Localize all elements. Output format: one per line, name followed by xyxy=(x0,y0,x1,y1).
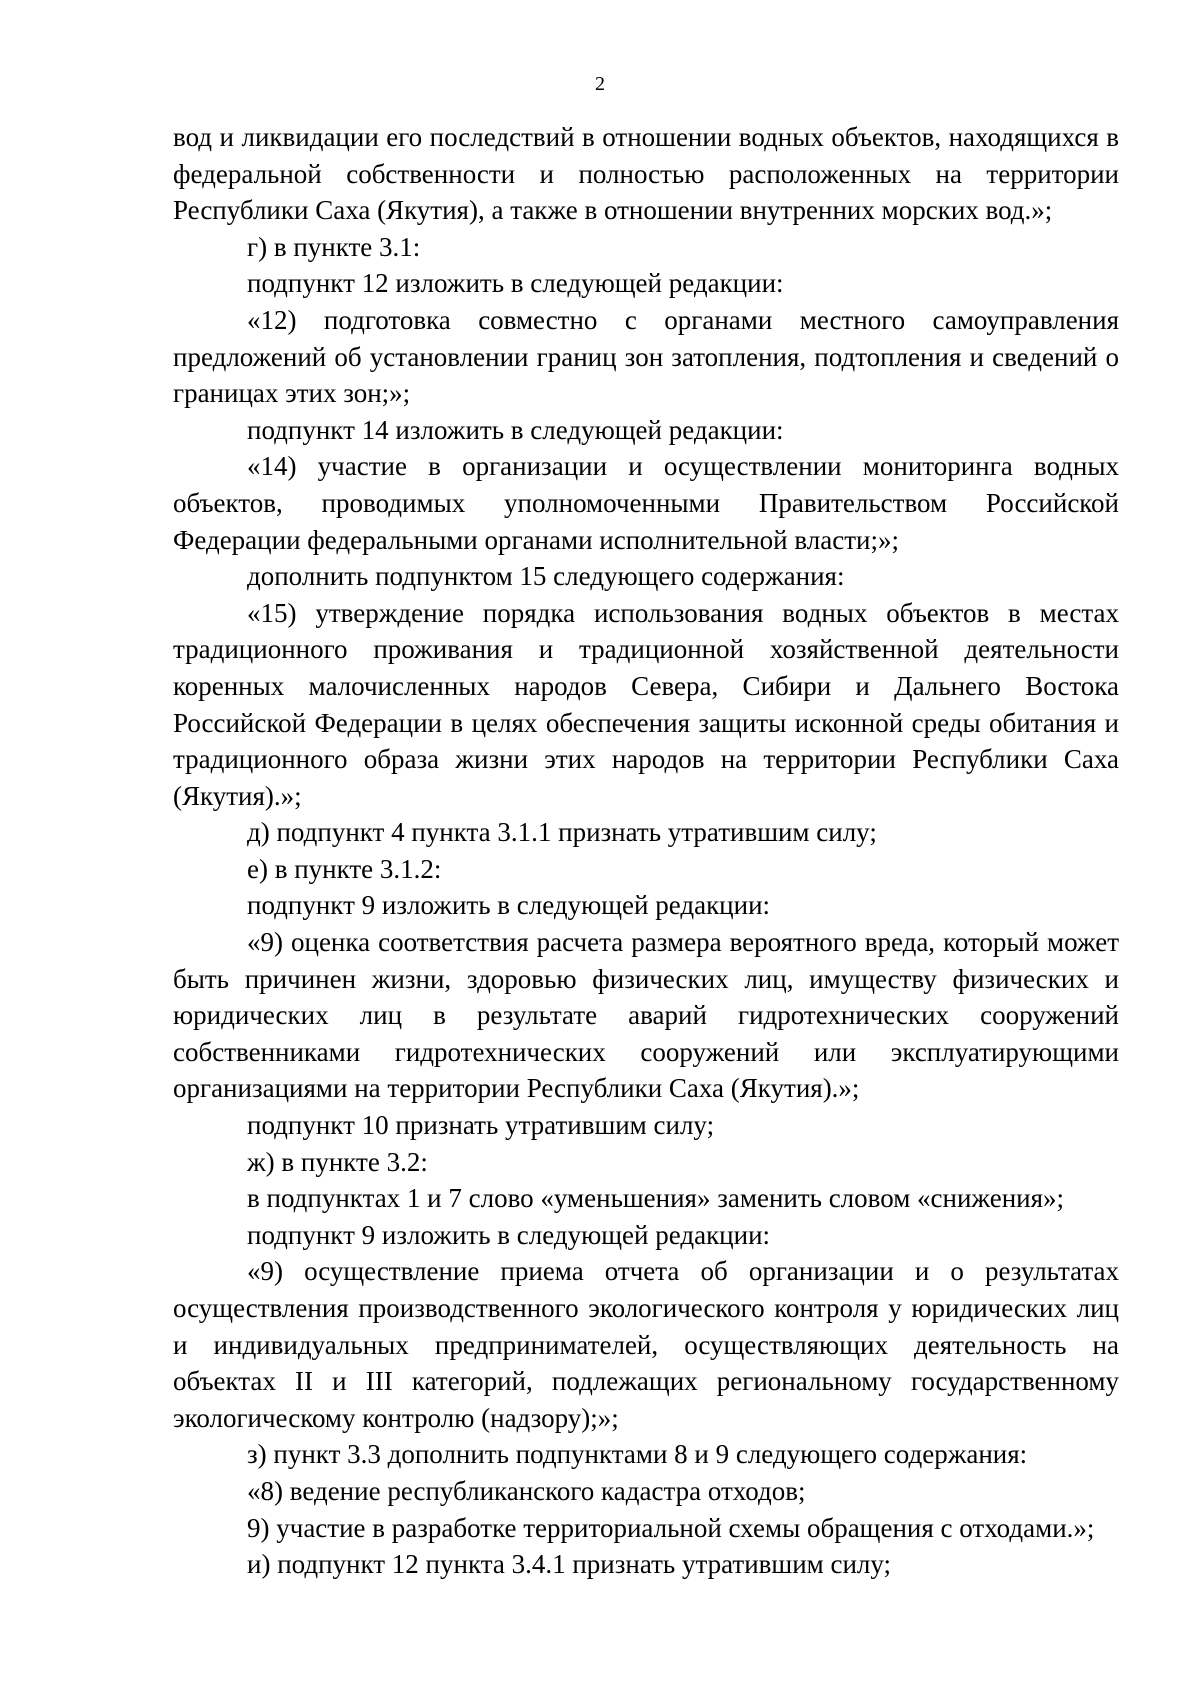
paragraph-subitem-15-text: «15) утверждение порядка использования водных объектов в местах традиционного проживания и традиционной хозяйственной деятельности коренных малочисленных народов Севера, Сибири и Дальнего Востока Российской Федерации в целях обеспечения защиты исконной среды обитания и традиционного образа жизни этих народов на территории Республики Саха (Якутия).»; xyxy=(173,597,1119,811)
paragraph-subitem-15-intro: дополнить подпунктом 15 следующего содержания: xyxy=(247,561,845,592)
document-body xyxy=(173,119,1119,1583)
paragraph-item-z: з) пункт 3.3 дополнить подпунктами 8 и 9 следующего содержания: xyxy=(247,1439,1028,1470)
paragraph-subitem-12-text: «12) подготовка совместно с органами местного самоуправления предложений об установлении границ зон затопления, подтопления и сведений о границах этих зон;»; xyxy=(173,304,1119,409)
paragraph-continuation: вод и ликвидации его последствий в отношении водных объектов, находящихся в федеральной собственности и полностью расположенных на территории Республики Саха (Якутия), а также в отношении внутренних морских вод.»; xyxy=(173,122,1119,226)
paragraph-item-g: г) в пункте 3.1: xyxy=(247,231,421,262)
paragraph-subitem-14-text: «14) участие в организации и осуществлении мониторинга водных объектов, проводимых уполномоченными Правительством Российской Федерации федеральными органами исполнительной власти;»; xyxy=(173,451,1119,555)
paragraph-item-e: е) в пункте 3.1.2: xyxy=(247,853,442,884)
paragraph-subitem-10: подпункт 10 признать утратившим силу; xyxy=(247,1110,715,1141)
paragraph-item-zh: ж) в пункте 3.2: xyxy=(247,1146,428,1177)
paragraph-item-i: и) подпункт 12 пункта 3.4.1 признать утратившим силу; xyxy=(247,1549,892,1580)
page-number: 2 xyxy=(595,73,605,95)
paragraph-subitem-14-intro: подпункт 14 изложить в следующей редакции: xyxy=(247,414,784,445)
paragraph-item-d: д) подпункт 4 пункта 3.1.1 признать утратившим силу; xyxy=(247,817,877,848)
paragraph-subitem-9b-intro: подпункт 9 изложить в следующей редакции: xyxy=(247,1219,771,1250)
paragraph-subitem-9-text: «9) оценка соответствия расчета размера вероятного вреда, который может быть причинен жизни, здоровью физических лиц, имуществу физических и юридических лиц в результате аварий гидротехнических сооружений собственниками гидротехнических сооружений или эксплуатирующими организациями на территории Республики Саха (Якутия).»; xyxy=(173,927,1119,1104)
paragraph-subitem-9-intro: подпункт 9 изложить в следующей редакции: xyxy=(247,890,771,921)
paragraph-subitem-9b-text: «9) осуществление приема отчета об организации и о результатах осуществления производственного экологического контроля у юридических лиц и индивидуальных предпринимателей, осуществляющих деятельность на объектах II и III категорий, подлежащих региональному государственному экологическому контролю (надзору);»; xyxy=(173,1256,1119,1433)
paragraph-subitems-1-7: в подпунктах 1 и 7 слово «уменьшения» заменить словом «снижения»; xyxy=(247,1183,1065,1214)
paragraph-subitem-9c: 9) участие в разработке территориальной схемы обращения с отходами.»; xyxy=(247,1512,1095,1543)
paragraph-subitem-12-intro: подпункт 12 изложить в следующей редакции: xyxy=(247,268,784,299)
paragraph-subitem-8: «8) ведение республиканского кадастра отходов; xyxy=(247,1475,806,1506)
